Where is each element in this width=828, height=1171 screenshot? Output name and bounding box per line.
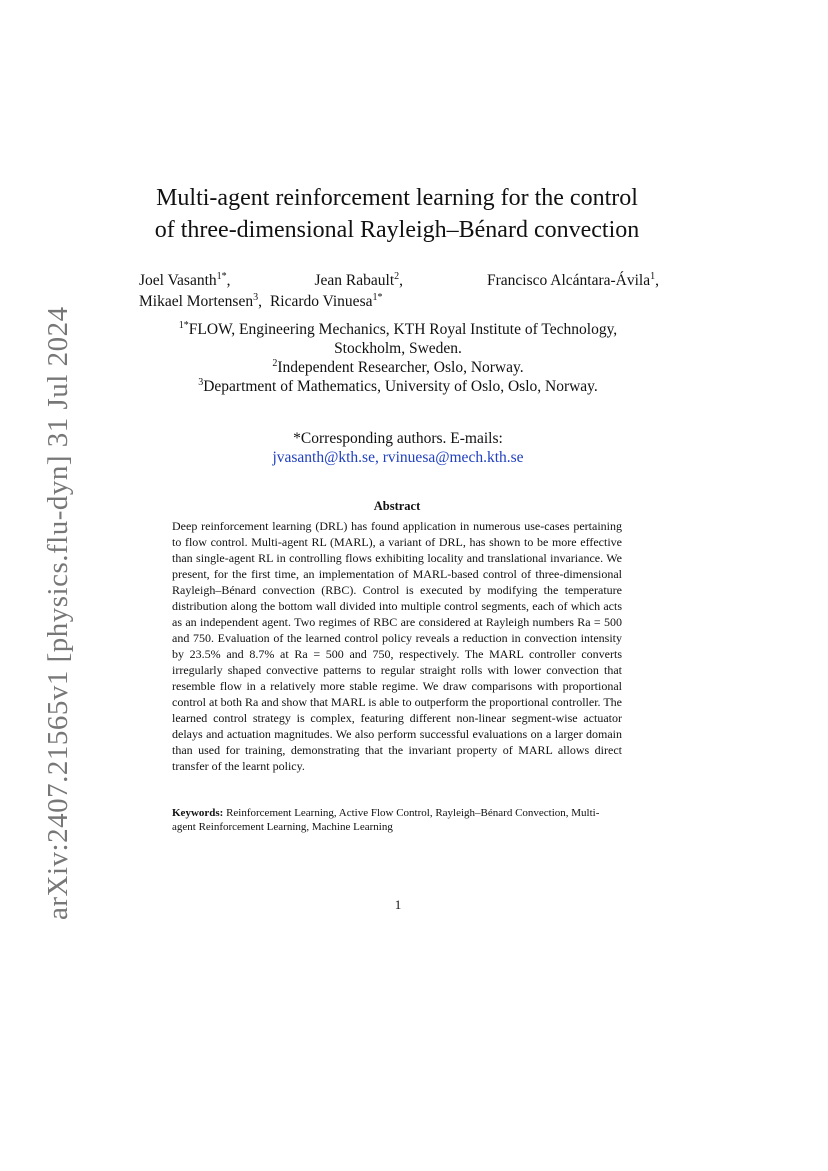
author-line-1 <box>139 270 659 291</box>
affiliation-3: $^3$Department of Mathematics, University of Oslo, Oslo, Norway. <box>198 376 598 395</box>
email-list: jvasanth@kth.se, rvinuesa@mech.kth.se <box>272 449 524 466</box>
affiliation-1-continued: Stockholm, Sweden. <box>334 340 462 357</box>
title-line-2: of three-dimensional Rayleigh–Bénard convection <box>154 217 640 243</box>
keywords-label: Keywords: <box>172 807 224 819</box>
arxiv-identifier: arXiv:2407.21565v1 [physics.flu-dyn] 31 Jul 2024 <box>42 306 74 920</box>
email-link-vasanth[interactable]: jvasanth@kth.se <box>272 449 375 466</box>
abstract-heading: Abstract <box>373 499 421 513</box>
affiliations <box>140 320 656 396</box>
author: Mikael Mortensen$^3$, <box>139 291 262 310</box>
author-line-2 <box>139 291 659 312</box>
keywords <box>172 806 622 834</box>
author-list <box>139 270 659 312</box>
title-line-1: Multi-agent reinforcement learning for the control <box>156 185 638 211</box>
affiliation-1: $^{1*}$FLOW, Engineering Mechanics, KTH Royal Institute of Technology, <box>178 319 618 338</box>
author: Joel Vasanth$^{1*}$, <box>139 270 231 289</box>
keywords-text: Reinforcement Learning, Active Flow Control, Rayleigh–Bénard Convection, Multi-agent Reinforcement Learning, Machine Learning <box>172 807 600 833</box>
abstract-body: Deep reinforcement learning (DRL) has found application in numerous use-cases pertaining to flow control. Multi-agent RL (MARL), a variant of DRL, has shown to be more effective than single-agent RL in controlling flows exhibiting locality and translational invariance. We present, for the first time, an implementation of MARL-based control of three-dimensional Rayleigh–Bénard convection (RBC). Control is executed by modifying the temperature distribution along the bottom wall divided into multiple control segments, each of which acts as an independent agent. Two regimes of RBC are considered at Rayleigh numbers Ra = 500 and 750. Evaluation of the learned control policy reveals a reduction in convection intensity by 23.5% and 8.7% at Ra = 500 and 750, respectively. The MARL controller converts irregularly shaped convective patterns to regular straight rolls with lower convection that resemble flow in a relatively more stable regime. We draw comparisons with proportional control at both Ra and show that MARL is able to outperform the proportional controller. The learned control strategy is complex, featuring different non-linear segment-wise actuator delays and actuation magnitudes. We also perform successful evaluations on a larger domain than used for training, demonstrating that the invariant property of MARL allows direct transfer of the learnt policy. <box>172 519 622 773</box>
email-link-vinuesa[interactable]: rvinuesa@mech.kth.se <box>382 449 524 466</box>
corresponding-authors <box>140 429 656 467</box>
author: Jean Rabault$^2$, <box>314 270 404 289</box>
page-number: 1 <box>394 897 402 912</box>
author: Francisco Alcántara-Ávila$^1$, <box>487 270 659 289</box>
paper-title <box>100 182 694 246</box>
affiliation-2: $^2$Independent Researcher, Oslo, Norway. <box>272 357 524 376</box>
corresponding-label: *Corresponding authors. E-mails: <box>293 430 503 447</box>
author: Ricardo Vinuesa$^{1*}$ <box>269 291 383 310</box>
